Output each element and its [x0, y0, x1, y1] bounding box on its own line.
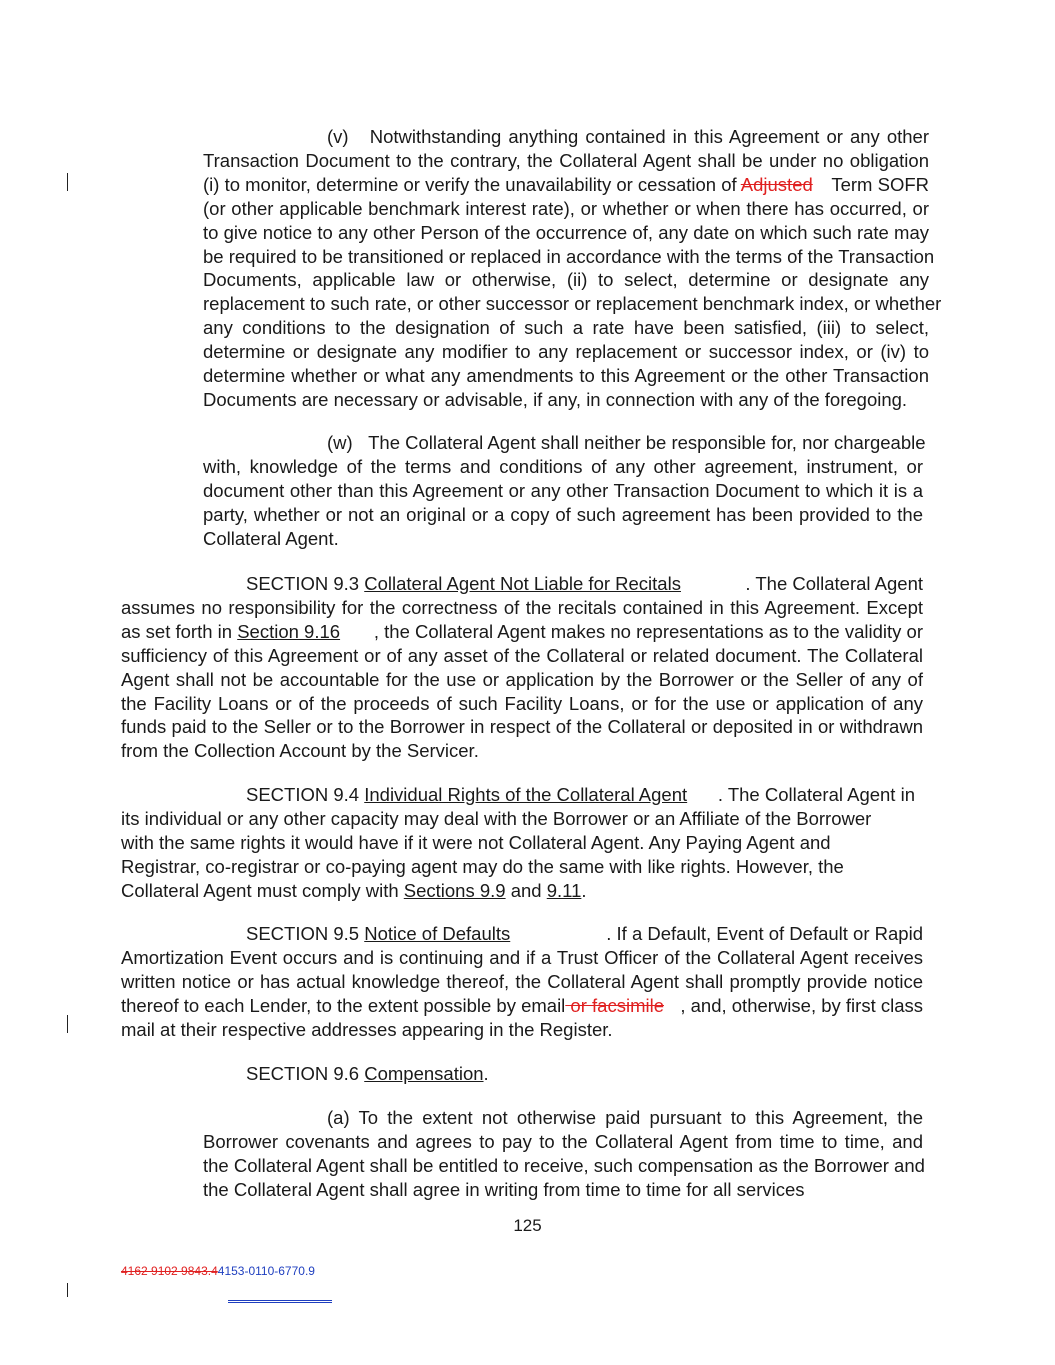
paragraph-line: be required to be transitioned or replaced in accordance with the terms of the Transaction: [203, 245, 935, 267]
paragraph-line: [203, 173, 929, 197]
paragraph-line: the Collateral Agent shall agree in writing from time to time for all services: [203, 1178, 805, 1200]
paragraph-line: Documents are necessary or advisable, if any, in connection with any of the foregoing.: [203, 388, 908, 410]
paragraph-line: determine whether or what any amendments to this Agreement or the other Transaction: [203, 365, 929, 387]
paragraph-line: from the Collection Account by the Servicer.: [121, 740, 479, 762]
paragraph-v: [203, 125, 942, 412]
deleted-text: Adjusted: [740, 173, 813, 195]
section-9-6: [121, 1062, 923, 1086]
paragraph-line: (or other applicable benchmark interest rate), or whether or when there has occurred, or: [203, 197, 929, 219]
section-9-4: [121, 783, 915, 903]
footer-rule: [228, 1300, 332, 1303]
section-number: SECTION 9.5: [246, 923, 365, 944]
text: , and, otherwise, by first class: [680, 994, 923, 1016]
paragraph-line: (v) Notwithstanding anything contained in this Agreement or any other: [327, 126, 929, 147]
paragraph-line: any conditions to the designation of such a rate have been satisfied, (iii) to select,: [203, 317, 929, 339]
text: Collateral Agent must comply with: [121, 879, 404, 901]
paragraph-line: Borrower covenants and agrees to pay to the Collateral Agent from time to time, and: [203, 1130, 923, 1152]
section-title: Individual Rights of the Collateral Agent: [364, 784, 688, 805]
paragraph-line: assumes no responsibility for the correctness of the recitals contained in this Agreement. Except: [121, 596, 923, 618]
change-bar: [67, 173, 68, 191]
paragraph-line: party, whether or not an original or a copy of such agreement has been provided to the: [203, 503, 923, 525]
paragraph-line: with, knowledge of the terms and conditions of any other agreement, instrument, or: [203, 455, 923, 477]
paragraph-line: document other than this Agreement or any other Transaction Document to which it is a: [203, 479, 923, 501]
paragraph-line: [121, 620, 923, 644]
paragraph-line: Registrar, co-registrar or co-paying agent may do the same with like rights. However, the: [121, 855, 844, 877]
deleted-text: or facsimile: [565, 994, 664, 1016]
section-reference[interactable]: Section 9.16: [237, 620, 341, 642]
paragraph-line: funds paid to the Seller or to the Borrower in respect of the Collateral or deposited in or withdrawn: [121, 716, 923, 738]
paragraph-w: [203, 431, 926, 551]
paragraph-line: Documents, applicable law or otherwise, (ii) to select, determine or designate any: [203, 269, 929, 291]
paragraph-line: sufficiency of this Agreement or of any asset of the Collateral or related document. The Collateral: [121, 644, 923, 666]
paragraph-a: [203, 1106, 923, 1202]
document-id: [121, 1264, 315, 1278]
text: .: [581, 879, 587, 901]
section-number: SECTION 9.6: [246, 1063, 365, 1084]
section-9-3: [121, 572, 923, 763]
paragraph-line: its individual or any other capacity may deal with the Borrower or an Affiliate of the Borrower: [121, 807, 872, 829]
paragraph-line: [121, 879, 915, 903]
section-title: Notice of Defaults: [364, 923, 511, 944]
paragraph-line: (a) To the extent not otherwise paid pursuant to this Agreement, the: [327, 1107, 923, 1128]
text: and: [505, 879, 547, 901]
text: as set forth in: [121, 620, 238, 642]
section-number: SECTION 9.4: [246, 784, 365, 805]
paragraph-line: Agent shall not be accountable for the use or application by the Borrower or the Seller of any of: [121, 668, 923, 690]
paragraph-line: determine or designate any modifier to any replacement or successor index, or (iv) to: [203, 341, 929, 363]
section-number: SECTION 9.3: [246, 573, 365, 594]
paragraph-line: Transaction Document to the contrary, the Collateral Agent shall be under no obligation: [203, 149, 929, 171]
paragraph-line: [121, 994, 923, 1018]
text: .: [483, 1063, 489, 1084]
change-bar: [67, 1015, 68, 1033]
paragraph-line: (w) The Collateral Agent shall neither be responsible for, nor chargeable: [327, 432, 926, 453]
text: thereof to each Lender, to the extent possible by email: [121, 994, 566, 1016]
text: . The Collateral Agent: [745, 573, 923, 594]
change-bar: [67, 1283, 68, 1297]
paragraph-line: the Facility Loans or of the proceeds of such Facility Loans, or for the use or application of any: [121, 692, 923, 714]
section-heading-line: [121, 572, 923, 596]
text: Term SOFR: [831, 173, 929, 195]
paragraph-line: replacement to such rate, or other successor or replacement benchmark index, or whether: [203, 293, 942, 315]
paragraph-line: Amortization Event occurs and is continuing and if a Trust Officer of the Collateral Agent receives: [121, 946, 923, 968]
section-reference[interactable]: Sections 9.9: [403, 879, 506, 901]
section-reference[interactable]: 9.11: [546, 879, 582, 901]
page-number: 125: [513, 1216, 542, 1235]
section-heading-line: [121, 922, 923, 946]
section-9-5: [121, 922, 923, 1042]
paragraph-line: Collateral Agent.: [203, 527, 339, 549]
section-title: Compensation: [364, 1063, 484, 1084]
paragraph-line: mail at their respective addresses appearing in the Register.: [121, 1018, 613, 1040]
paragraph-line: written notice or has actual knowledge thereof, the Collateral Agent shall promptly provide notice: [121, 970, 923, 992]
text: . The Collateral Agent in: [717, 784, 915, 805]
text: , the Collateral Agent makes no representations as to the validity or: [373, 620, 923, 642]
paragraph-line: the Collateral Agent shall be entitled to receive, such compensation as the Borrower and: [203, 1154, 925, 1176]
section-title: Collateral Agent Not Liable for Recitals: [364, 573, 681, 594]
section-heading-line: [121, 1062, 923, 1086]
text: . If a Default, Event of Default or Rapid: [606, 923, 923, 944]
paragraph-line: with the same rights it would have if it were not Collateral Agent. Any Paying Agent and: [121, 831, 831, 853]
paragraph-line: to give notice to any other Person of the occurrence of, any date on which such rate may: [203, 221, 929, 243]
section-heading-line: [121, 783, 915, 807]
inserted-document-id: 4153-0110-6770.9: [217, 1264, 315, 1278]
text: (i) to monitor, determine or verify the unavailability or cessation of: [203, 173, 741, 195]
deleted-document-id: 4162 9102 9843.4: [121, 1264, 218, 1278]
